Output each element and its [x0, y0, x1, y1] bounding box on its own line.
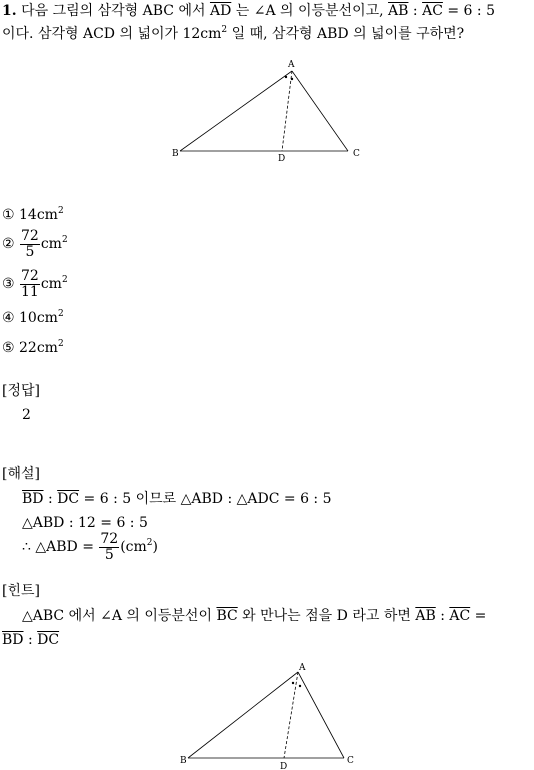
choice-text: 14cm	[19, 207, 58, 223]
choice-marker: ④	[2, 310, 15, 326]
side-ac	[298, 672, 344, 758]
choice-text: 22cm	[19, 340, 58, 356]
solution-line-2: △ABD : 12 = 6 : 5	[22, 515, 148, 531]
choice-3[interactable]: ③ $\frac{72}{11}$ $cm^2$	[2, 268, 68, 300]
question-number: 1.	[2, 3, 17, 19]
side-ab	[188, 672, 298, 758]
label-d: D	[280, 762, 288, 770]
choice-marker: ③	[2, 276, 15, 293]
angle-mark	[285, 76, 287, 78]
angle-mark	[299, 685, 301, 687]
hint-line-2: $\overline{BD}$ : $\overline{DC}$	[2, 632, 60, 648]
question-line-1	[2, 3, 495, 19]
label-c: C	[347, 756, 354, 766]
fraction: $\frac{72}{5}$	[100, 531, 119, 563]
choice-marker: ⑤	[2, 340, 15, 356]
triangle-figure	[168, 55, 368, 165]
ratio-colon: :	[412, 3, 418, 19]
square-sup: 2	[221, 25, 228, 35]
choice-marker: ①	[2, 207, 15, 223]
side-ab	[180, 71, 292, 151]
hint-label: [힌트]	[2, 583, 40, 599]
ratio-tail: = 6 : 5	[447, 3, 495, 19]
question-line-2	[2, 26, 464, 42]
solution-line-3: ∴ △ABD = $\frac{72}{5}$ $(cm^2)$	[22, 531, 158, 563]
choice-2[interactable]: ② $\frac{72}{5}$ $cm^2$	[2, 228, 68, 260]
angle-mark	[291, 78, 293, 80]
angle-mark	[292, 682, 294, 684]
label-b: B	[172, 149, 179, 159]
segment-ab: $\overline{AB}$	[388, 3, 409, 19]
bisector-ad	[282, 71, 292, 151]
label-a: A	[288, 60, 295, 70]
segment-ac: $\overline{AC}$	[422, 3, 443, 19]
triangle-figure-hint	[176, 658, 366, 770]
answer-value: 2	[22, 407, 31, 423]
solution-label: [해설]	[2, 466, 40, 482]
label-a: A	[299, 663, 306, 673]
label-c: C	[353, 149, 360, 159]
question-text-b: 는 ∠A 의 이등분선이고,	[235, 3, 384, 19]
choice-4[interactable]: ④ $10cm^2$	[2, 309, 64, 326]
question-text-c: 이다. 삼각형 ACD 의 넓이가 12cm	[2, 26, 222, 42]
hint-line-1: △ABC 에서 ∠A 의 이등분선이 $\overline{BC}$ 와 만나는 점을 D 라고 하면 $\overline{AB}$ : $\overline{AC}$ =	[22, 608, 487, 624]
question-text-d: 일 때, 삼각형 ABD 의 넓이를 구하면?	[231, 26, 465, 42]
bisector-ad	[284, 672, 298, 758]
choice-marker: ②	[2, 236, 15, 253]
choice-5[interactable]: ⑤ $22cm^2$	[2, 339, 64, 356]
choice-1[interactable]: ① $14cm^2$	[2, 206, 64, 223]
answer-label: [정답]	[2, 383, 40, 399]
fraction: $\frac{72}{11}$	[21, 268, 39, 300]
solution-line-1: $\overline{BD}$ : $\overline{DC} = 6$ : 5 이므로 △ABD : △ADC = 6 : 5	[22, 491, 332, 507]
side-ac	[292, 71, 348, 151]
question-text-a: 다음 그림의 삼각형 ABC 에서	[21, 3, 206, 19]
segment-ad: $\overline{AD}$	[209, 3, 232, 19]
fraction: $\frac{72}{5}$	[21, 228, 39, 260]
choice-text: 10cm	[19, 310, 58, 326]
label-b: B	[180, 756, 187, 766]
label-d: D	[278, 154, 286, 164]
